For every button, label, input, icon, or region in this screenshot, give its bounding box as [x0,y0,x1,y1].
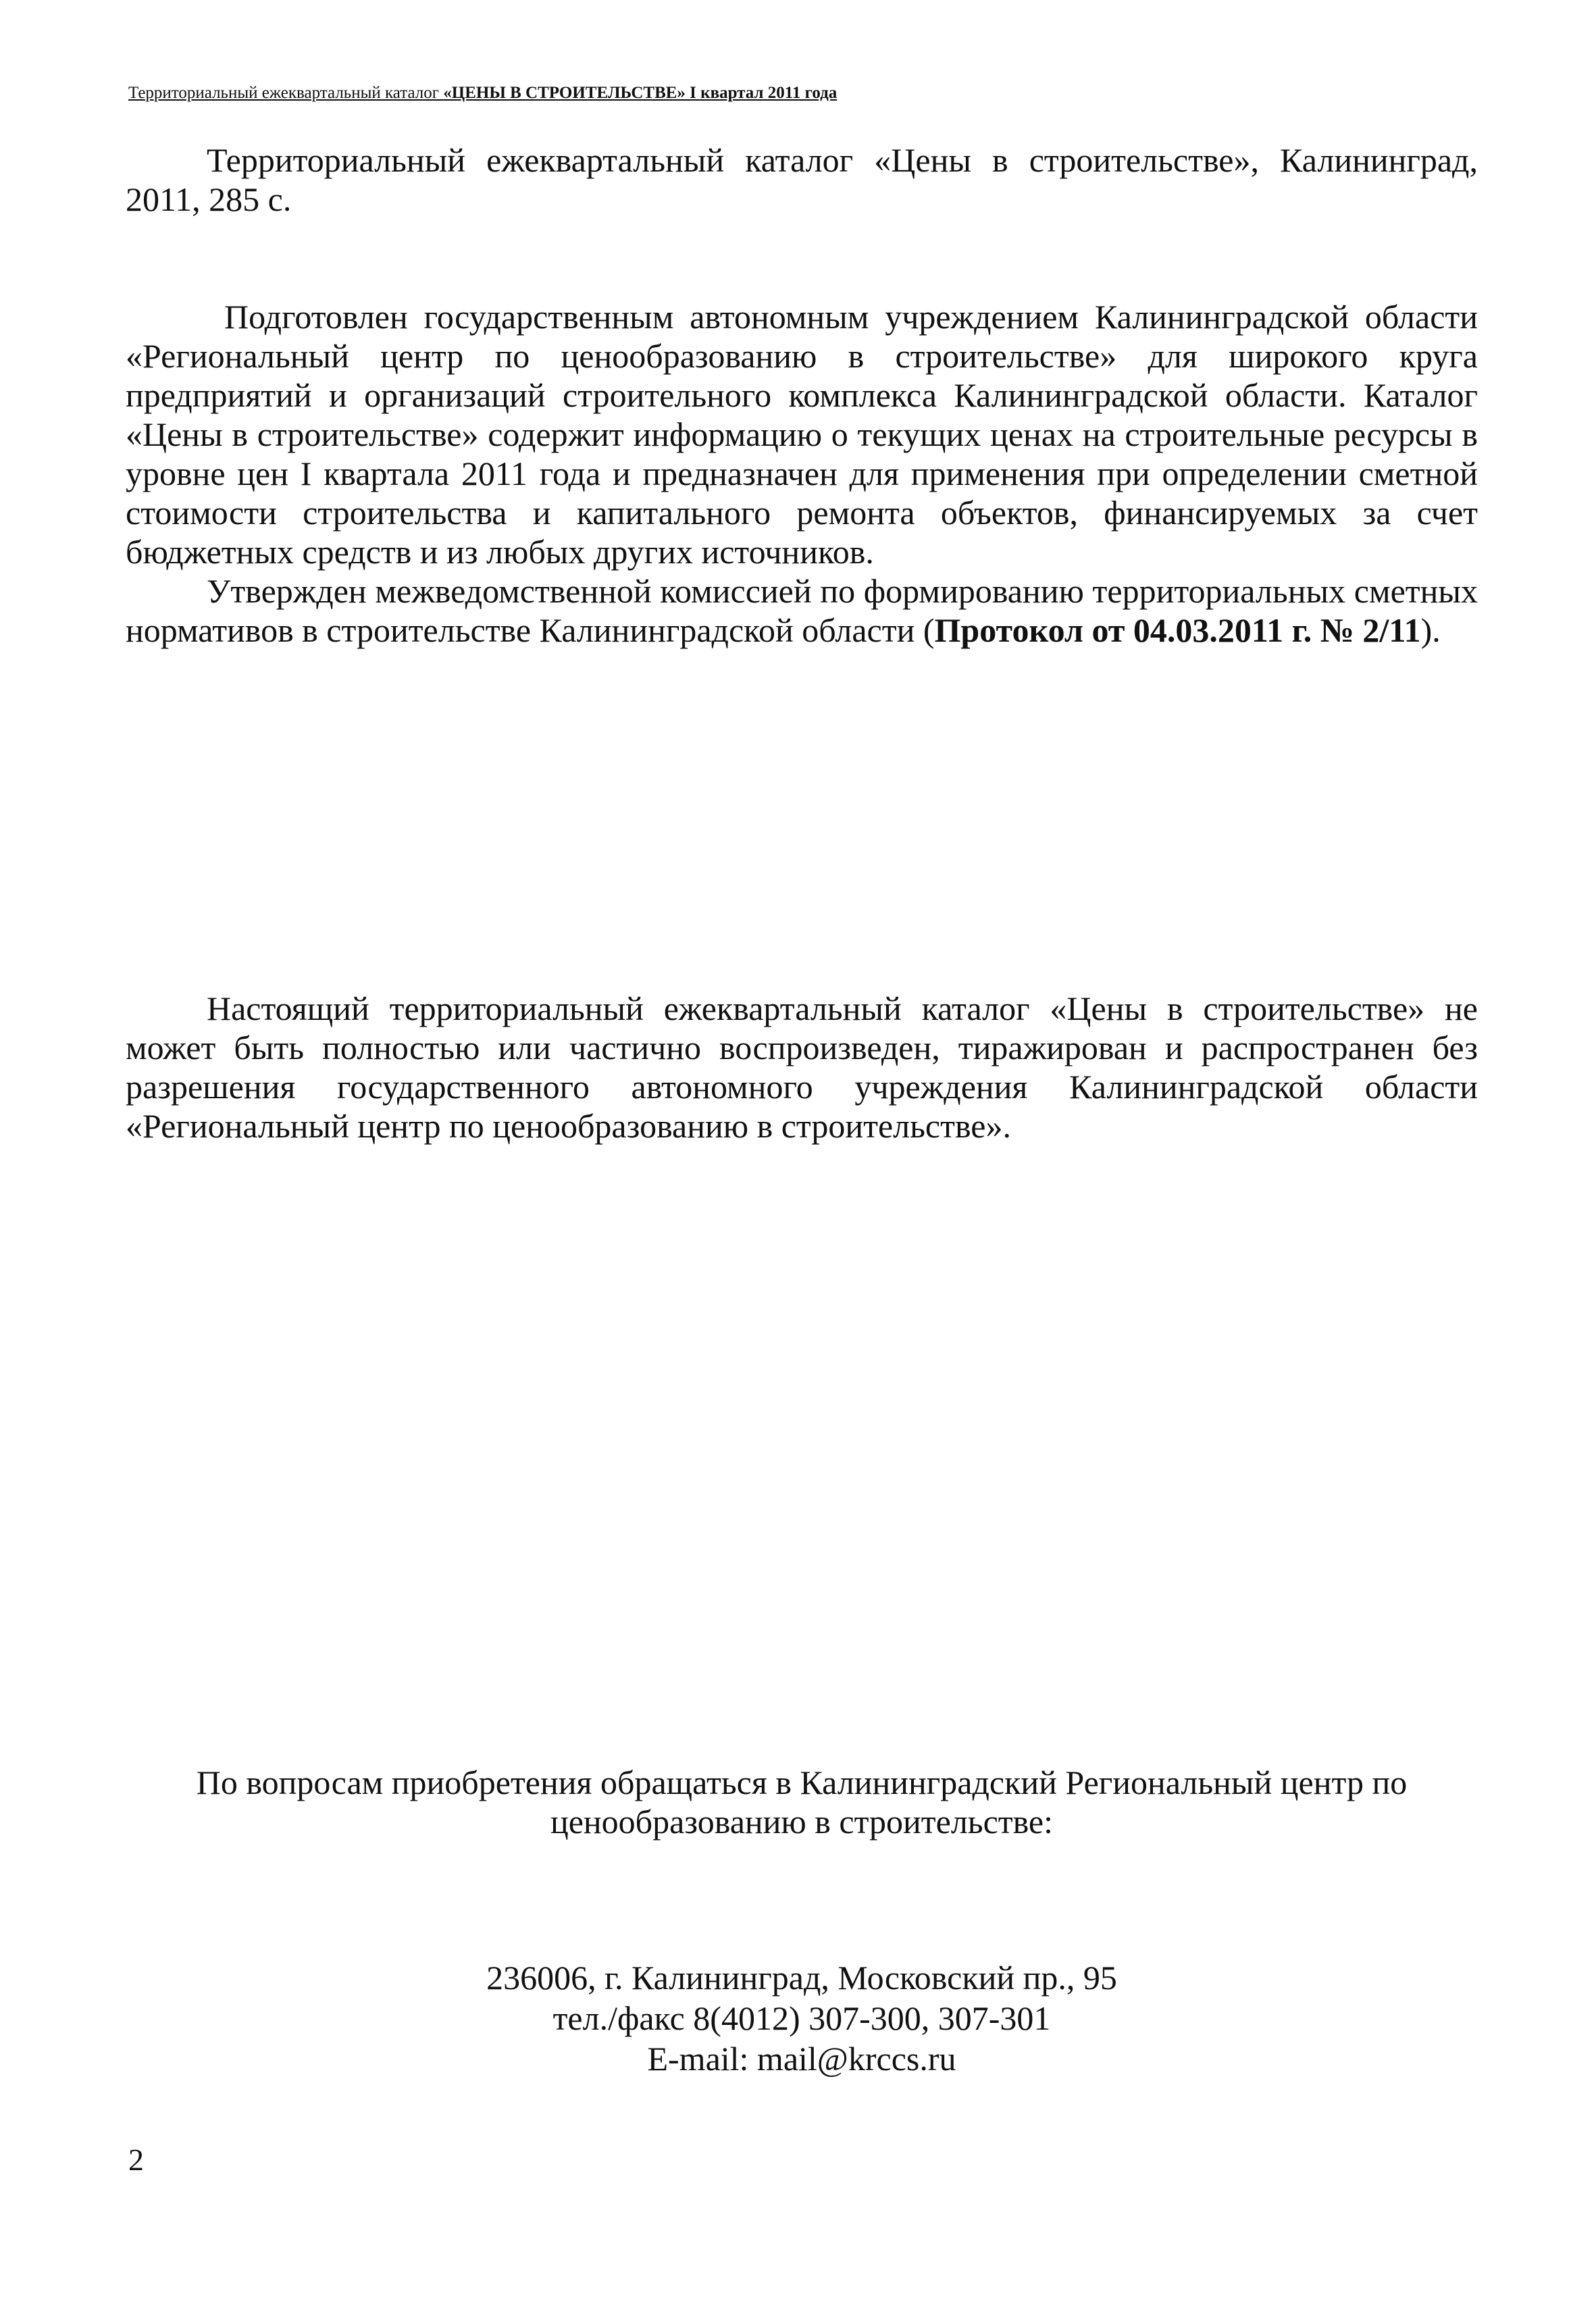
page-number: 2 [128,2142,144,2177]
contact-intro [126,1763,1478,1841]
contact-details [126,1957,1478,2079]
protocol-reference: Протокол от 04.03.2011 г. № 2/11 [934,611,1421,649]
email-address: E-mail: mail@krccs.ru [647,2040,956,2078]
contact-intro-line-2: ценообразованию в строительстве: [550,1803,1054,1841]
running-header [128,82,1277,104]
running-header-title: «ЦЕНЫ В СТРОИТЕЛЬСТВЕ» I квартал 2011 года [443,84,838,102]
contact-intro-line-1: По вопросам приобретения обращаться в Калининградский Региональный центр по [196,1764,1408,1801]
copyright-notice-block [126,989,1478,1146]
running-header-prefix: Территориальный ежеквартальный каталог [128,84,440,102]
copyright-notice-paragraph: Настоящий территориальный ежеквартальный каталог «Цены в строительстве» не может быть полностью или частично воспроизведен, тиражирован и распространен без разрешения государственного автономного учреждения Калининградской области «Региональный центр по ценообразованию в строительстве». [126,989,1478,1145]
phone-fax: тел./факс 8(4012) 307-300, 307-301 [552,1999,1051,2037]
prepared-paragraph: Подготовлен государственным автономным учреждением Калининградской области «Региональный центр по ценообразованию в строительстве» для широкого круга предприятий и организаций строительного комплекса Калининградской области. Каталог «Цены в строительстве» содержит информацию о текущих ценах на строительные ресурсы в уровне цен I квартала 2011 года и предназначен для применения при определении сметной стоимости строительства и капитального ремонта объектов, финансируемых за счет бюджетных средств и из любых других источников. [126,298,1478,571]
approval-paragraph [126,571,1478,650]
postal-address: 236006, г. Калининград, Московский пр., 95 [486,1959,1117,1997]
citation-block [126,140,1478,219]
approval-end: ). [1420,611,1441,649]
approval-text: Утвержден межведомственной комиссией по формированию территориальных сметных нормативов в строительстве Калининградской области ( [126,572,1478,649]
citation-paragraph: Территориальный ежеквартальный каталог «Цены в строительстве», Калининград, 2011, 285 с. [126,141,1478,218]
prepared-block [126,297,1478,650]
